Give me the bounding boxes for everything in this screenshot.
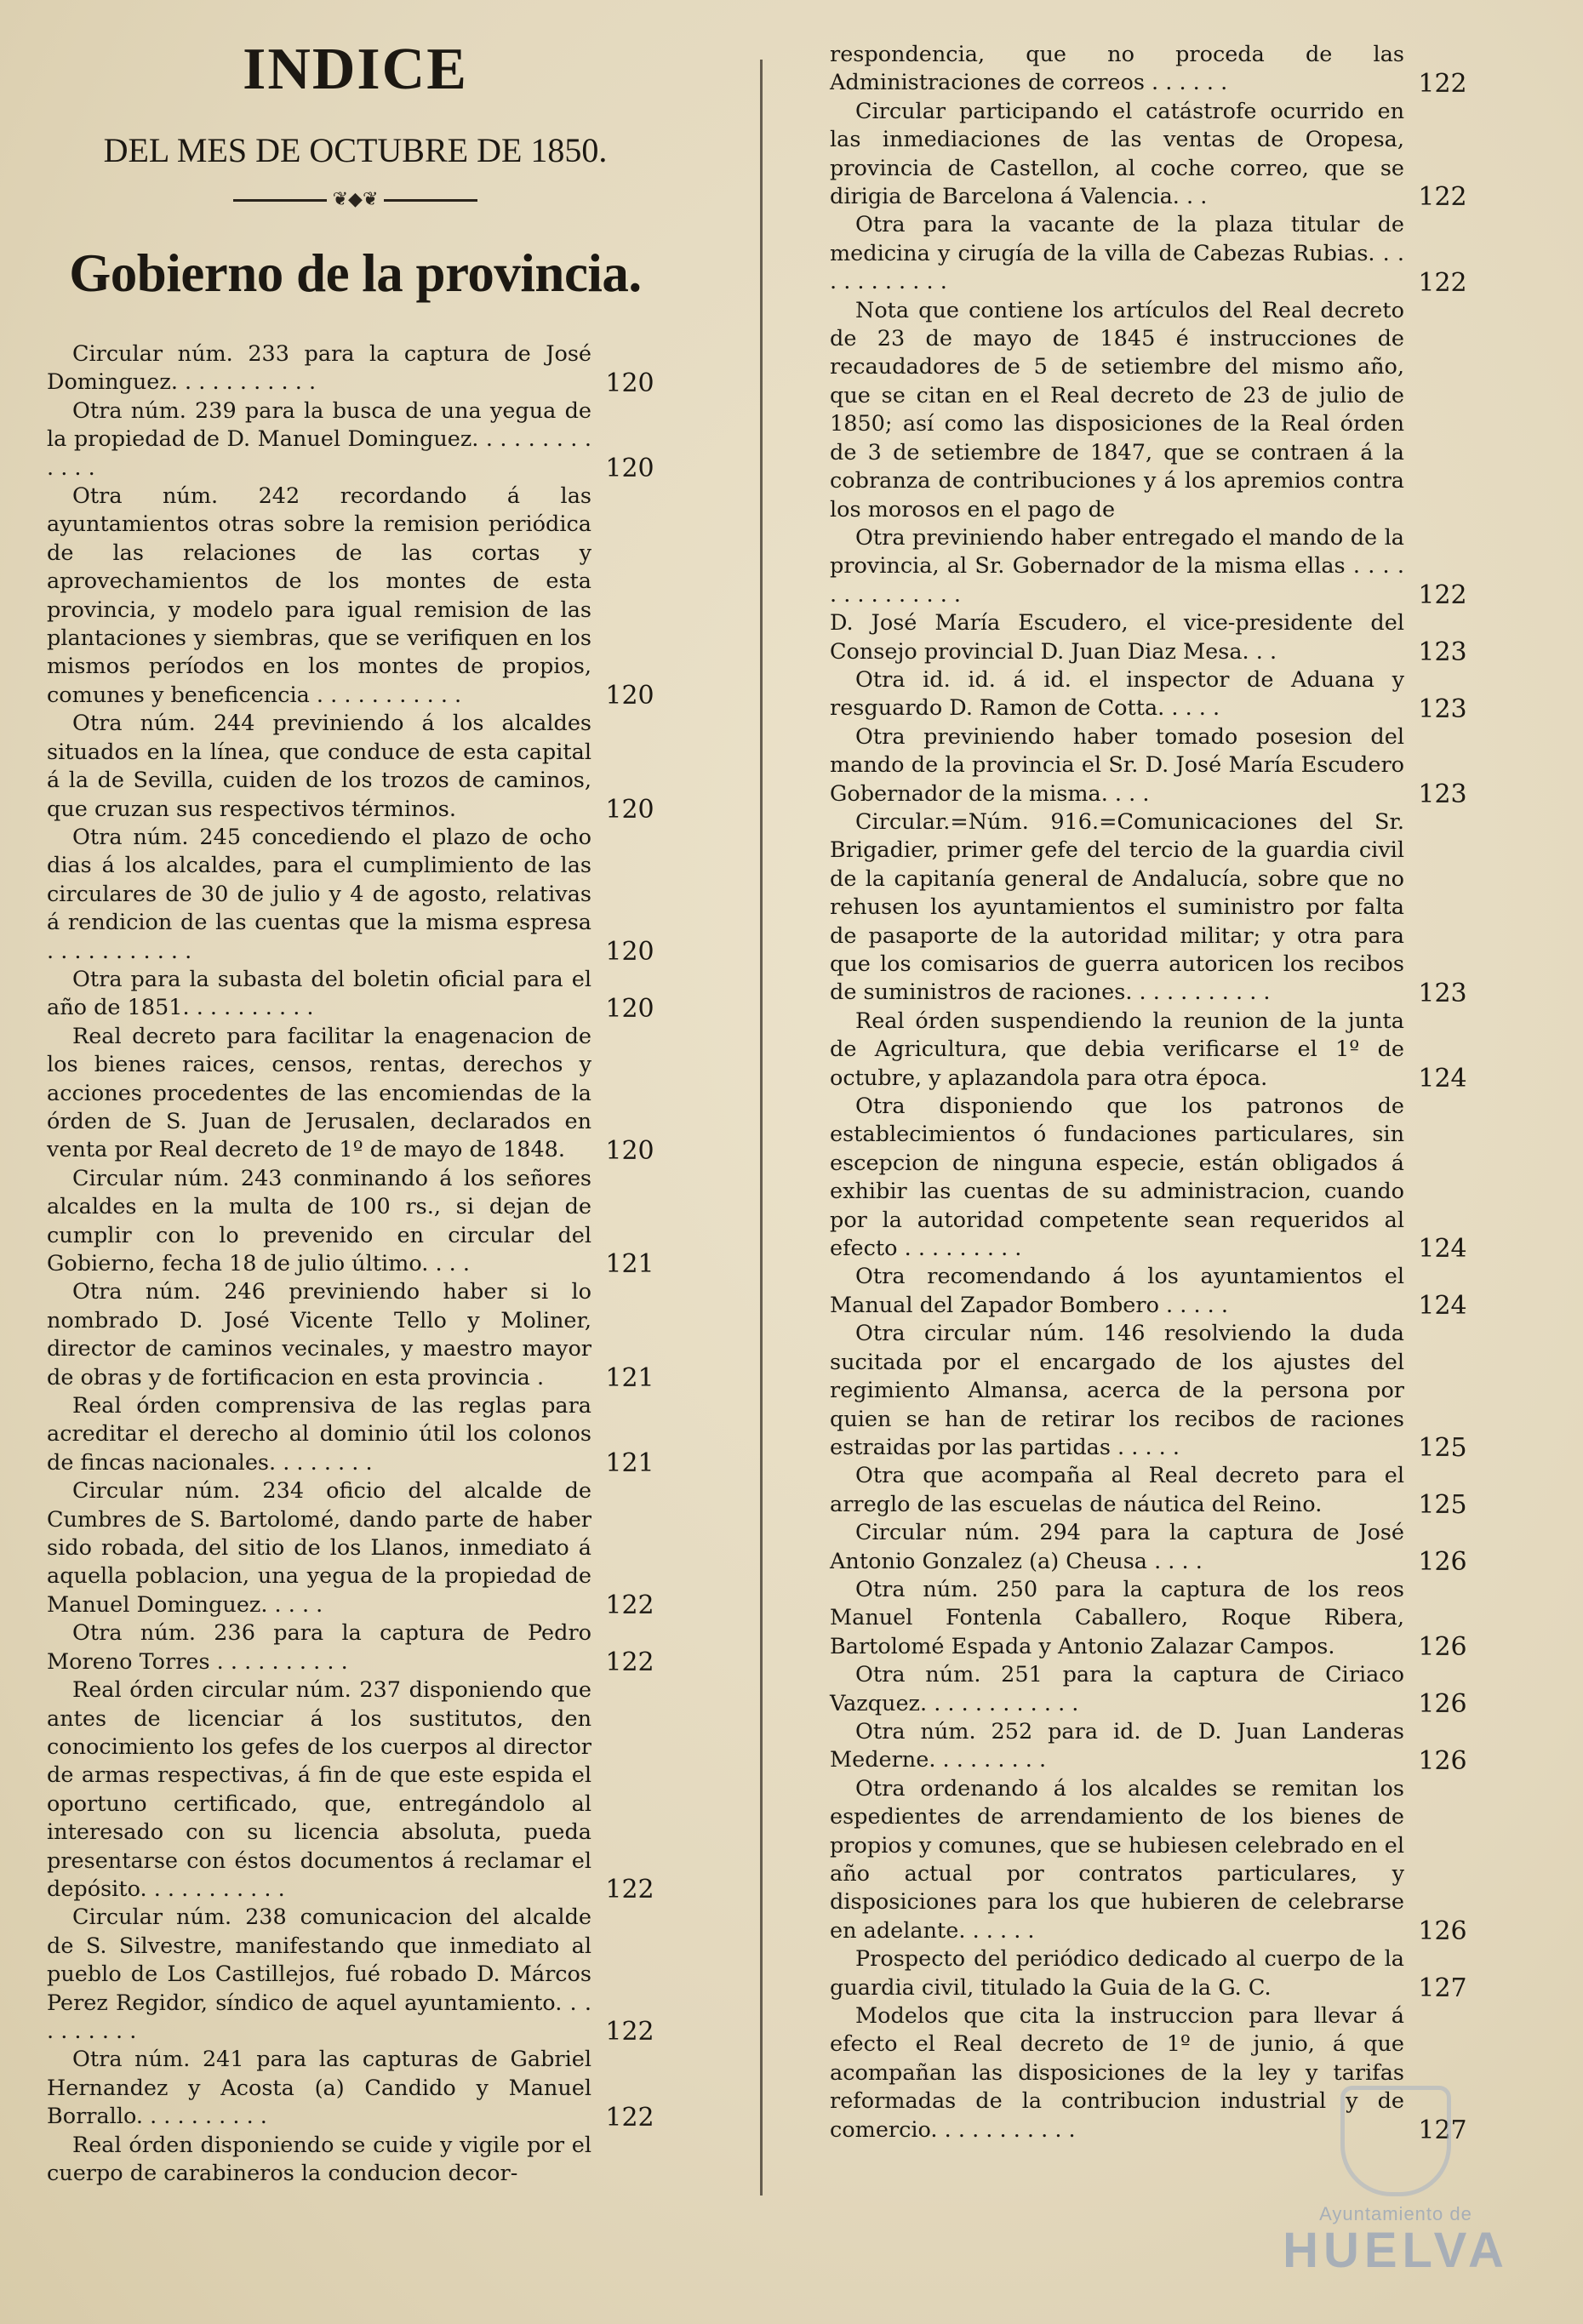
entry-page-number: 120 <box>605 681 654 711</box>
index-entry <box>47 1278 664 1392</box>
entry-text: Otra núm. 251 para la captura de Ciriaco Vazquez. . . . . . . . . . . . <box>830 1662 1404 1716</box>
entry-text: Otra núm. 244 previniendo á los alcaldes situados en la línea, que conduce de esta capital á la de Sevilla, cuiden de los trozos de caminos, que cruzan sus respectivos términos. <box>47 711 591 822</box>
entry-text: Otra núm. 241 para las capturas de Gabriel Hernandez y Acosta (a) Candido y Manuel Borrallo. . . . . . . . . . <box>47 2047 591 2130</box>
index-entry <box>830 666 1477 723</box>
entry-text: Circular núm. 243 conminando á los señores alcaldes en la multa de 100 rs., si dejan de cumplir con lo prevenido en circular del Gobierno, fecha 18 de julio último. . . . <box>47 1165 591 1276</box>
index-entry <box>830 524 1477 609</box>
index-entry <box>830 808 1477 1008</box>
entry-page-number: 121 <box>605 1249 654 1280</box>
index-entry <box>830 1320 1477 1462</box>
watermark-org: Ayuntamiento de <box>1319 2203 1472 2224</box>
entry-page-number: 122 <box>1418 182 1467 213</box>
watermark <box>1268 2086 1523 2281</box>
entry-text: Circular núm. 238 comunicacion del alcalde de S. Silvestre, manifestando que inmediato al pueblo de Los Castillejos, fué robado D. Márcos Perez Regidor, síndico de aquel ayuntamiento. . . . . . . . . . <box>47 1904 591 2044</box>
entry-text: Otra para la vacante de la plaza titular de medicina y cirugía de la villa de Cabezas Rubias. . . . . . . . . . . . <box>830 212 1404 295</box>
index-entry <box>47 2046 664 2131</box>
index-entry <box>830 1263 1477 1320</box>
right-column <box>830 0 1477 2324</box>
entry-text: Circular participando el catástrofe ocurrido en las inmediaciones de las ventas de Oropesa, provincia de Castellon, al coche correo, que se dirigia de Barcelona á Valencia. . . <box>830 98 1404 210</box>
index-entry <box>830 297 1477 524</box>
entry-text: Otra previniendo haber tomado posesion del mando de la provincia el Sr. D. José María Escudero Gobernador de la misma. . . . <box>830 723 1404 807</box>
entry-text: Otra id. id. á id. el inspector de Aduana y resguardo D. Ramon de Cotta. . . . . <box>830 666 1404 722</box>
entry-page-number: 121 <box>605 1363 654 1394</box>
entry-text: Otra circular núm. 146 resolviendo la duda sucitada por el encargado de los ajustes del regimiento Almansa, acerca de la persona por quien se han de retirar los recibos de raciones estraidas por las partidas . . . . . <box>830 1321 1404 1460</box>
index-entry <box>830 609 1477 666</box>
entry-text: Otra núm. 250 para la captura de los reos Manuel Fontenla Caballero, Roque Ribera, Bartolomé Espada y Antonio Zalazar Campos. <box>830 1576 1404 1659</box>
entry-page-number: 126 <box>1418 1745 1467 1776</box>
entry-text: Otra núm. 246 previniendo haber si lo nombrado D. José Vicente Tello y Moliner, director de caminos vecinales, y maestro mayor de obras y de fortificacion en esta provincia . <box>47 1279 591 1390</box>
entry-page-number: 120 <box>605 1135 654 1166</box>
index-entry <box>47 966 664 1023</box>
entry-page-number: 127 <box>1418 2116 1467 2146</box>
entry-text: Otra recomendando á los ayuntamientos el Manual del Zapador Bombero . . . . . <box>830 1264 1404 1318</box>
entry-text: Otra núm. 239 para la busca de una yegua de la propiedad de D. Manuel Dominguez. . . . . . . . . . . . . <box>47 397 591 481</box>
entry-page-number: 120 <box>605 368 654 398</box>
entry-page-number: 122 <box>605 2017 654 2047</box>
entry-text: Otra para la subasta del boletin oficial para el año de 1851. . . . . . . . . . <box>47 966 591 1021</box>
entry-page-number: 127 <box>1418 1973 1467 2004</box>
entry-text: Circular núm. 234 oficio del alcalde de Cumbres de S. Bartolomé, dando parte de haber sido robada, del sitio de los Llanos, inmediato á aquella poblacion, una yegua de la propiedad de Manuel Dominguez. . . . . <box>47 1478 591 1618</box>
entry-page-number: 122 <box>605 1647 654 1678</box>
entry-page-number: 122 <box>605 2102 654 2133</box>
index-entry <box>830 211 1477 296</box>
entry-page-number: 122 <box>605 1590 654 1621</box>
entry-text: Modelos que cita la instruccion para llevar á efecto el Real decreto de 1º de junio, á que acompañan las disposiciones de la ley y tarifas reformadas de la contribucion industrial y de comercio. . . . . . . . . . . <box>830 2003 1404 2143</box>
entry-page-number: 123 <box>1418 779 1467 809</box>
index-entry <box>47 1477 664 1619</box>
entry-text: Nota que contiene los artículos del Real decreto de 23 de mayo de 1845 é instrucciones de recaudadores de 5 de setiembre del mismo año, que se citan en el Real decreto de 23 de julio de 1850; así como las disposiciones de la Real órden de 3 de setiembre de 1847, que se contraen á la cobranza de contribuciones y á los apremios contra los morosos en el pago de <box>830 297 1404 522</box>
entry-page-number: 123 <box>1418 637 1467 667</box>
watermark-city: HUELVA <box>1283 2223 1509 2278</box>
entry-text: Otra núm. 242 recordando á las ayuntamientos otras sobre la remision periódica de las relaciones de las cortas y aprovechamientos de los montes de esta provincia, y modelo para igual remision de las plantaciones y siembras, que se verifiquen en los mismos períodos en los montes de propios, comunes y beneficencia . . . . . . . . . . . <box>47 483 591 708</box>
index-entry <box>47 1904 664 2046</box>
entry-text: Otra disponiendo que los patronos de establecimientos ó fundaciones particulares, sin escepcion de ninguna especie, están obligados á exhibir las cuentas de su administracion, cuando por la autoridad competente sean requeridos al efecto . . . . . . . . . <box>830 1093 1404 1262</box>
right-entries-list <box>830 41 1477 2144</box>
entry-page-number: 125 <box>1418 1490 1467 1521</box>
entry-page-number: 122 <box>1418 580 1467 611</box>
index-entry <box>830 1718 1477 1775</box>
entry-text: Circular.=Núm. 916.=Comunicaciones del Sr. Brigadier, primer gefe del tercio de la guardia civil de la capitanía general de Andalucía, sobre que no rehusen los ayuntamientos el suministro por falta de pasaporte de la autoridad militar; y otra para que los comisarios de guerra autoricen los recibos de suministros de raciones. . . . . . . . . . . <box>830 808 1404 1006</box>
entry-page-number: 122 <box>605 1875 654 1905</box>
index-entry <box>830 723 1477 808</box>
entry-text: Real órden disponiendo se cuide y vigile por el cuerpo de carabineros la conducion decor- <box>47 2132 591 2186</box>
index-entry <box>830 1008 1477 1093</box>
entry-page-number: 123 <box>1418 978 1467 1008</box>
index-entry <box>830 1661 1477 1718</box>
index-entry <box>47 710 664 824</box>
entry-text: Otra núm. 252 para id. de D. Juan Landeras Mederne. . . . . . . . . <box>830 1718 1404 1773</box>
entry-text: D. José María Escudero, el vice-presidente del Consejo provincial D. Juan Diaz Mesa. . . <box>830 610 1404 665</box>
entry-page-number: 124 <box>1418 1064 1467 1094</box>
entry-text: Circular núm. 294 para la captura de José Antonio Gonzalez (a) Cheusa . . . . <box>830 1520 1404 1574</box>
index-entry <box>830 1576 1477 1661</box>
index-entry <box>47 824 664 966</box>
entry-page-number: 122 <box>1418 68 1467 99</box>
entry-page-number: 125 <box>1418 1433 1467 1464</box>
entry-page-number: 124 <box>1418 1291 1467 1322</box>
index-subtitle: DEL MES DE OCTUBRE DE 1850. <box>103 131 608 169</box>
entry-page-number: 120 <box>605 993 654 1024</box>
index-title: INDICE <box>243 37 468 102</box>
entry-page-number: 124 <box>1418 1234 1467 1265</box>
entry-page-number: 126 <box>1418 1632 1467 1663</box>
left-column <box>47 0 664 2324</box>
index-entry <box>47 1619 664 1676</box>
entry-text: Otra ordenando á los alcaldes se remitan los espedientes de arrendamiento de los bienes de propios y comunes, que se hubiesen celebrado en el año actual por contratos particulares, y disposiciones para los que hubieren de celebrarse en adelante. . . . . . <box>830 1775 1404 1944</box>
entry-page-number: 123 <box>1418 694 1467 724</box>
entry-page-number: 126 <box>1418 1546 1467 1577</box>
index-entry <box>830 1462 1477 1519</box>
index-entry <box>47 1392 664 1477</box>
entry-text: Real órden circular núm. 237 disponiendo que antes de licenciar á los sustitutos, den conocimiento los gefes de los cuerpos al director de armas respectivas, á fin de que este espida el oportuno certificado, que, entregándolo al interesado con su licencia absoluta, pueda presentarse con éstos documentos á reclamar el depósito. . . . . . . . . . . <box>47 1677 591 1902</box>
entry-page-number: 120 <box>605 454 654 484</box>
entry-page-number: 121 <box>605 1448 654 1479</box>
index-entry <box>47 1023 664 1165</box>
entry-text: Real órden comprensiva de las reglas para acreditar el derecho al dominio útil los colonos de fincas nacionales. . . . . . . . <box>47 1393 591 1476</box>
index-entry <box>830 1775 1477 1945</box>
entry-page-number: 120 <box>605 794 654 825</box>
index-entry <box>830 1093 1477 1263</box>
ornament-divider <box>47 187 664 213</box>
index-entry <box>830 1519 1477 1576</box>
ornament-line-right <box>384 199 477 202</box>
index-entry <box>47 397 664 483</box>
entry-text: Otra que acompaña al Real decreto para el arreglo de las escuelas de náutica del Reino. <box>830 1463 1404 1517</box>
entry-page-number: 126 <box>1418 1916 1467 1947</box>
section-heading: Gobierno de la provincia. <box>69 243 642 303</box>
left-entries-list <box>47 340 664 2188</box>
entry-text: Prospecto del periódico dedicado al cuerpo de la guardia civil, titulado la Guia de la G. C. <box>830 1946 1404 2001</box>
entry-page-number: 122 <box>1418 267 1467 298</box>
index-entry <box>830 1945 1477 2002</box>
column-divider <box>760 60 763 2196</box>
index-entry <box>47 483 664 710</box>
entry-text: Otra previniendo haber entregado el mando de la provincia, al Sr. Gobernador de la misma ellas . . . . . . . . . . . . . . <box>830 524 1404 608</box>
index-entry <box>830 41 1477 98</box>
ornament-line-left <box>233 199 327 202</box>
coat-of-arms-icon <box>1340 2086 1451 2196</box>
index-entry <box>830 98 1477 212</box>
entry-text: Real órden suspendiendo la reunion de la junta de Agricultura, que debia verificarse el 1º de octubre, y aplazandola para otra época. <box>830 1008 1404 1091</box>
ornament-glyph: ❦◆❦ <box>332 189 379 210</box>
entry-text: Circular núm. 233 para la captura de José Dominguez. . . . . . . . . . . <box>47 341 591 396</box>
entry-text: Otra núm. 236 para la captura de Pedro Moreno Torres . . . . . . . . . . <box>47 1620 591 1675</box>
index-entry <box>47 1165 664 1279</box>
entry-page-number: 126 <box>1418 1688 1467 1719</box>
entry-text: Real decreto para facilitar la enagenacion de los bienes raices, censos, rentas, derechos y acciones procedentes de las encomiendas de la órden de S. Juan de Jerusalen, declarados en venta por Real decreto de 1º de mayo de 1848. <box>47 1023 591 1163</box>
entry-page-number: 120 <box>605 936 654 967</box>
entry-text: respondencia, que no proceda de las Administraciones de correos . . . . . . <box>830 42 1404 96</box>
index-entry <box>47 1676 664 1904</box>
entry-text: Otra núm. 245 concediendo el plazo de ocho dias á los alcaldes, para el cumplimiento de las circulares de 30 de julio y 4 de agosto, relativas á rendicion de las cuentas que la misma espresa . . . . . . . . . . . <box>47 824 591 964</box>
index-entry <box>47 340 664 397</box>
index-entry <box>47 2132 664 2189</box>
